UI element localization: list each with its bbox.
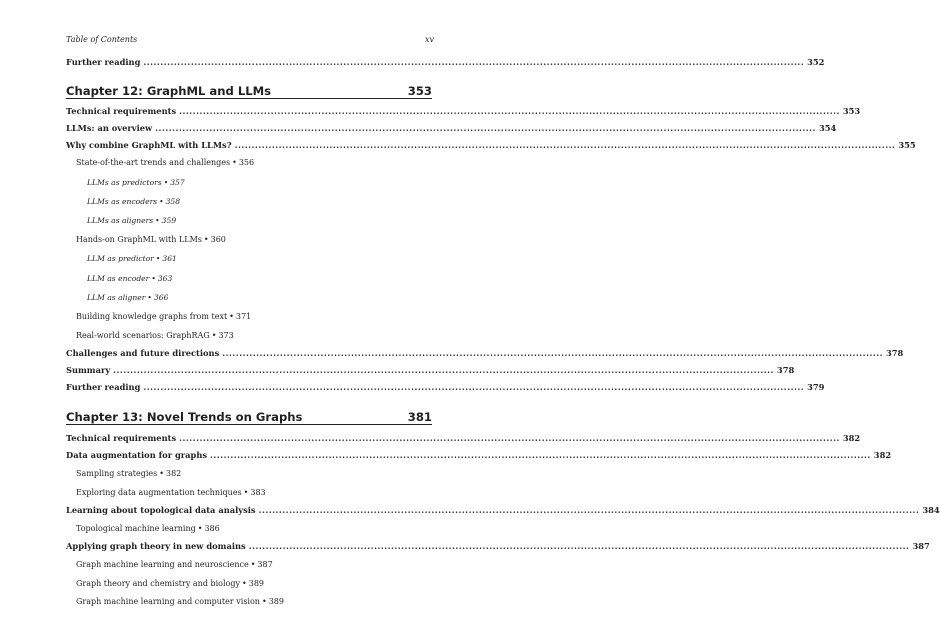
toc-subsubentry[interactable] — [87, 274, 172, 283]
toc-dot-leader: ................................................................................................................................................................................................... — [210, 450, 871, 460]
toc-dot-leader: ................................................................................................................................................................................................... — [155, 123, 816, 133]
running-header-page-number: xv — [424, 35, 434, 44]
toc-dot-leader: ................................................................................................................................................................................................... — [179, 106, 840, 116]
toc-entry-page: 378 — [776, 365, 795, 375]
bullet-separator: • — [159, 197, 164, 206]
toc-entry-label: Summary — [66, 365, 111, 375]
bullet-separator: • — [261, 597, 267, 606]
toc-entry-label: Further reading — [66, 57, 141, 67]
toc-dot-leader: ................................................................................................................................................................................................... — [143, 382, 805, 392]
toc-subsubentry[interactable] — [87, 254, 177, 263]
bullet-separator: • — [243, 488, 249, 497]
toc-entry[interactable] — [66, 433, 861, 447]
toc-subentry[interactable] — [76, 331, 234, 340]
bullet-separator: • — [163, 178, 169, 187]
chapter-title: Chapter 12: GraphML and LLMs — [66, 84, 272, 98]
bullet-separator: • — [242, 579, 247, 588]
bullet-separator: • — [155, 216, 160, 225]
toc-subsubentry-page: 363 — [157, 274, 173, 283]
toc-entry-page: 382 — [873, 450, 892, 460]
toc-subentry[interactable] — [76, 312, 251, 321]
toc-entry[interactable] — [66, 382, 825, 396]
toc-subentry-page: 373 — [218, 331, 234, 340]
toc-entry-label: Why combine GraphML with LLMs? — [66, 140, 232, 150]
toc-subentry-label: Sampling strategies — [76, 469, 158, 478]
toc-subentry[interactable] — [76, 235, 226, 244]
toc-subentry-label: Graph theory and chemistry and biology — [76, 579, 241, 588]
toc-entry[interactable] — [66, 365, 795, 379]
toc-subentry-label: Graph machine learning and computer vision — [76, 597, 260, 606]
toc-subentry-page: 389 — [248, 579, 265, 588]
bullet-separator: • — [151, 274, 156, 283]
toc-subentry-label: Building knowledge graphs from text — [76, 312, 228, 321]
toc-subsubentry-label: LLMs as aligners — [87, 216, 154, 225]
toc-entry-label: Challenges and future directions — [66, 348, 220, 358]
toc-subentry-page: 371 — [235, 312, 252, 321]
toc-dot-leader: ................................................................................................................................................................................................... — [258, 505, 920, 515]
toc-subentry-label: Real-world scenarios: GraphRAG — [76, 331, 210, 340]
toc-entry-page: 387 — [912, 541, 930, 551]
bullet-separator: • — [211, 331, 217, 340]
toc-entry[interactable] — [66, 348, 904, 362]
toc-entry[interactable] — [66, 541, 930, 555]
toc-entry-page: 378 — [886, 348, 904, 358]
chapter-12-heading[interactable] — [66, 84, 432, 98]
chapter-page: 353 — [407, 84, 432, 98]
toc-entry-label: Learning about topological data analysis — [66, 505, 256, 515]
toc-subentry-page: 356 — [238, 158, 255, 167]
toc-subentry[interactable] — [76, 560, 273, 569]
toc-subentry-page: 387 — [257, 560, 273, 569]
toc-subentry-page: 360 — [210, 235, 226, 244]
toc-subsubentry[interactable] — [87, 293, 168, 302]
toc-entry[interactable] — [66, 106, 861, 120]
toc-entry-page: 382 — [842, 433, 861, 443]
toc-entry-page: 353 — [842, 106, 861, 116]
toc-subentry[interactable] — [76, 469, 181, 478]
toc-subsubentry[interactable] — [87, 216, 176, 225]
toc-subentry[interactable] — [76, 158, 254, 167]
toc-subentry[interactable] — [76, 597, 284, 606]
toc-subentry-label: Hands-on GraphML with LLMs — [76, 235, 202, 244]
bullet-separator: • — [229, 312, 234, 321]
chapter-page: 381 — [407, 410, 432, 424]
toc-entry-page: 352 — [807, 57, 825, 67]
bullet-separator: • — [155, 254, 161, 263]
bullet-separator: • — [197, 524, 203, 533]
toc-subentry-label: Topological machine learning — [76, 524, 196, 533]
toc-dot-leader: ................................................................................................................................................................................................... — [222, 348, 884, 358]
bullet-separator: • — [250, 560, 256, 569]
toc-subsubentry-label: LLM as predictor — [87, 254, 154, 263]
bullet-separator: • — [203, 235, 209, 244]
toc-dot-leader: ................................................................................................................................................................................................... — [234, 140, 896, 150]
toc-entry-further-reading-prev[interactable] — [66, 57, 825, 71]
chapter-12-rule — [66, 98, 432, 99]
toc-dot-leader: ................................................................................................................................................................................................... — [248, 541, 910, 551]
toc-entry-page: 355 — [898, 140, 916, 150]
toc-subentry-page: 383 — [250, 488, 266, 497]
toc-subsubentry-page: 361 — [162, 254, 177, 263]
toc-subsubentry[interactable] — [87, 178, 185, 187]
toc-subsubentry-label: LLM as encoder — [87, 274, 150, 283]
toc-subsubentry-label: LLM as aligner — [87, 293, 146, 302]
bullet-separator: • — [147, 293, 152, 302]
bullet-separator: • — [232, 158, 237, 167]
toc-subsubentry-page: 357 — [170, 178, 185, 187]
toc-subentry-label: State-of-the-art trends and challenges — [76, 158, 231, 167]
toc-entry-label: Technical requirements — [66, 106, 177, 116]
toc-entry[interactable] — [66, 123, 837, 137]
toc-subsubentry-page: 366 — [153, 293, 169, 302]
toc-entry-label: LLMs: an overview — [66, 123, 153, 133]
toc-subentry[interactable] — [76, 488, 266, 497]
toc-subsubentry[interactable] — [87, 197, 180, 206]
toc-subentry-page: 389 — [268, 597, 284, 606]
toc-entry[interactable] — [66, 450, 892, 464]
toc-subsubentry-page: 359 — [161, 216, 177, 225]
toc-dot-leader: ................................................................................................................................................................................................... — [179, 433, 840, 443]
toc-subentry-label: Graph machine learning and neuroscience — [76, 560, 249, 569]
toc-dot-leader: ................................................................................................................................................................................................... — [113, 365, 774, 375]
toc-subentry[interactable] — [76, 579, 264, 588]
toc-subentry[interactable] — [76, 524, 220, 533]
toc-subsubentry-label: LLMs as predictors — [87, 178, 162, 187]
toc-entry-label: Further reading — [66, 382, 141, 392]
bullet-separator: • — [159, 469, 164, 478]
toc-entry-label: Data augmentation for graphs — [66, 450, 208, 460]
toc-subsubentry-page: 358 — [165, 197, 181, 206]
running-header-title: Table of Contents — [66, 35, 138, 44]
toc-subentry-page: 386 — [204, 524, 220, 533]
toc-entry-page: 354 — [818, 123, 837, 133]
toc-dot-leader: ................................................................................................................................................................................................... — [143, 57, 805, 67]
toc-subsubentry-label: LLMs as encoders — [87, 197, 158, 206]
toc-subentry-label: Exploring data augmentation techniques — [76, 488, 242, 497]
chapter-title: Chapter 13: Novel Trends on Graphs — [66, 410, 303, 424]
toc-subentry-page: 382 — [166, 469, 182, 478]
chapter-13-rule — [66, 424, 432, 425]
toc-entry-page: 379 — [807, 382, 825, 392]
toc-entry-label: Technical requirements — [66, 433, 177, 443]
toc-entry-label: Applying graph theory in new domains — [66, 541, 246, 551]
toc-entry[interactable] — [66, 140, 916, 154]
toc-entry-page: 384 — [922, 505, 940, 515]
toc-entry[interactable] — [66, 505, 940, 519]
chapter-13-heading[interactable] — [66, 410, 432, 424]
